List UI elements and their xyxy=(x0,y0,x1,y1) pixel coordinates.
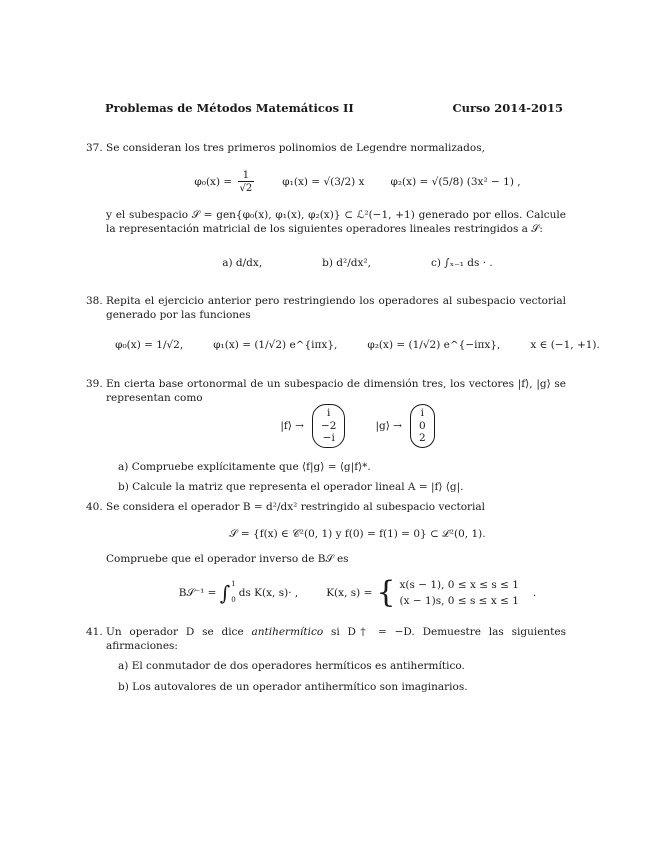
list-item: b) Los autovalores de un operador antihermítico son imaginarios. xyxy=(118,680,468,693)
problem-40 xyxy=(86,500,566,514)
problem-number: 39. xyxy=(86,378,103,390)
problem-text: Se considera el operador B = d²/dx² restringido al subespacio vectorial xyxy=(106,501,486,513)
vectors-equation xyxy=(60,404,655,448)
problem-41 xyxy=(86,625,566,700)
subspace-equation: 𝒮 = {f(x) ∈ 𝒞²(0, 1) y f(0) = f(1) = 0} ⊂ ℒ²(0, 1). xyxy=(229,528,486,540)
problem-39-items xyxy=(86,454,566,500)
operator-b: b) d²/dx², xyxy=(322,257,371,269)
page-header xyxy=(105,101,563,117)
problem-text: En cierta base ortonormal de un subespacio de dimensión tres, los vectores |f⟩, |g⟩ se representan como xyxy=(106,378,566,405)
problem-number: 41. xyxy=(86,626,103,638)
list-item: a) El conmutador de dos operadores hermíticos es antihermítico. xyxy=(118,660,465,673)
problem-number: 40. xyxy=(86,501,103,513)
problem-text: Compruebe que el operador inverso de B𝒮 es xyxy=(106,553,349,565)
brace-icon: { xyxy=(376,575,396,610)
operators-list xyxy=(60,256,655,270)
problem-38 xyxy=(86,294,566,322)
emphasis: antihermítico xyxy=(251,626,324,638)
problem-37 xyxy=(86,141,566,155)
problem-39 xyxy=(86,377,566,405)
problem-text: y el subespacio 𝒮 = gen{φ₀(x), φ₁(x), φ₂(x)} ⊂ ℒ²(−1, +1) generado por ellos. Calcule la representación matricial de los siguientes operadores lineales restringidos a 𝒮: xyxy=(106,209,566,236)
problem-number: 37. xyxy=(86,142,103,154)
integral-icon: ∫ xyxy=(219,581,231,605)
functions-equation: φ₀(x) = 1/√2, φ₁(x) = (1/√2) e^{iπx}, φ₂(x) = (1/√2) e^{−iπx}, x ∈ (−1, +1). xyxy=(115,339,600,351)
course-year: Curso 2014-2015 xyxy=(452,101,563,115)
problem-number: 38. xyxy=(86,295,103,307)
list-item: a) Compruebe explícitamente que ⟨f|g⟩ = ⟨g|f⟩*. xyxy=(118,461,371,473)
document-title: Problemas de Métodos Matemáticos II xyxy=(105,101,354,115)
operator-a: a) d/dx, xyxy=(222,257,263,269)
operator-c: c) ∫ₓ₋₁ ds · . xyxy=(430,257,493,269)
problem-text: Un operador D se dice antihermítico si D† = −D. Demuestre las siguientes afirmaciones: xyxy=(106,626,566,653)
list-item: b) Calcule la matriz que representa el operador lineal A = |f⟩ ⟨g|. xyxy=(118,481,464,494)
problem-text: Repita el ejercicio anterior pero restringiendo los operadores al subespacio vectorial generado por las funciones xyxy=(106,295,566,322)
vector-g: |g⟩ → i 0 2 xyxy=(375,404,434,448)
inverse-equation: B𝒮⁻¹ = ∫ 1 0 ds K(x, s)· , K(x, s) = { x(s − 1), 0 ≤ x ≤ s ≤ 1 (x − 1)s, 0 ≤ s ≤ x ≤ 1 . xyxy=(178,575,537,610)
problem-text: Se consideran los tres primeros polinomios de Legendre normalizados, xyxy=(106,142,485,154)
problem-37-continued xyxy=(86,208,566,236)
problem-40-continued xyxy=(86,552,566,566)
vector-f: |f⟩ → i −2 −i xyxy=(280,404,345,448)
legendre-equation: φ₀(x) = $\frac{1}{√2}$ φ₁(x) = √(3/2) x φ₂(x) = √(5/8) (3x² − 1) , xyxy=(194,170,521,194)
